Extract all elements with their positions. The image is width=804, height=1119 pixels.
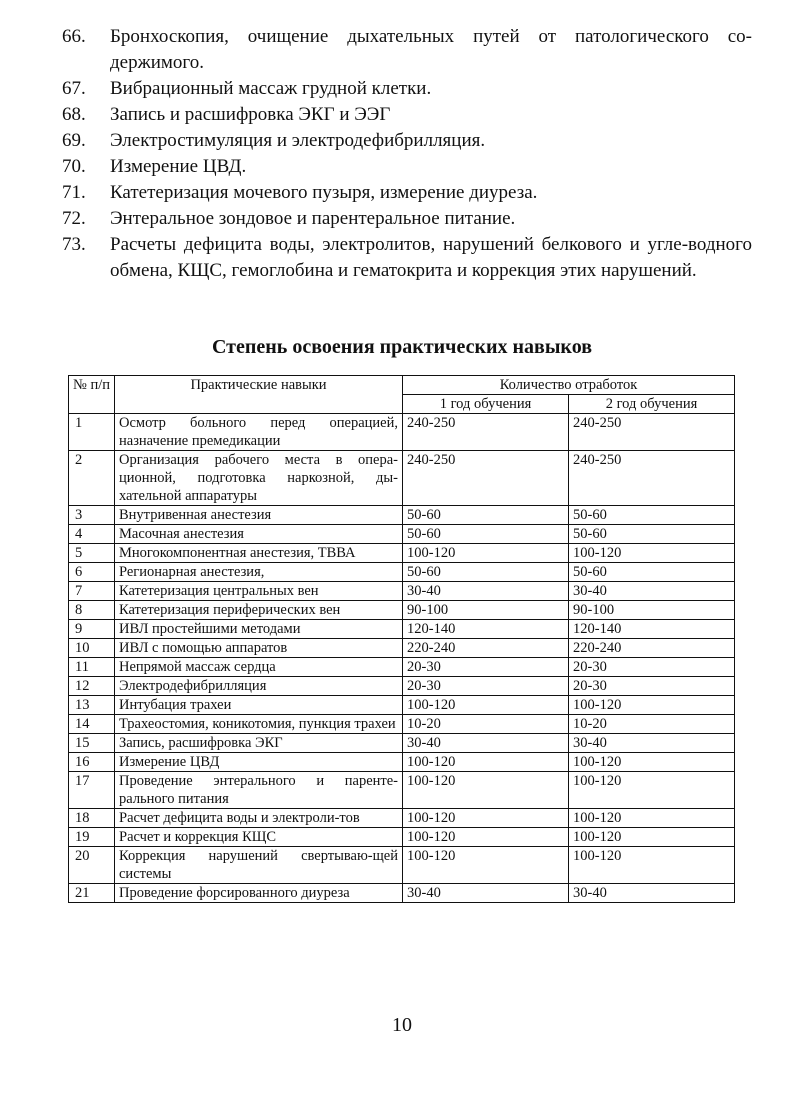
table-row	[69, 563, 735, 582]
row-year-2: 30-40	[569, 734, 735, 753]
row-number: 3	[69, 506, 115, 525]
list-item	[62, 232, 752, 284]
row-number: 12	[69, 677, 115, 696]
list-item	[62, 76, 752, 102]
row-number: 16	[69, 753, 115, 772]
list-item-number: 67.	[62, 78, 86, 99]
row-skill: Масочная анестезия	[115, 525, 403, 544]
list-item-text: Катетеризация мочевого пузыря, измерение диуреза.	[110, 182, 538, 203]
table-row	[69, 658, 735, 677]
row-skill: Измерение ЦВД	[115, 753, 403, 772]
table-row	[69, 847, 735, 884]
row-number: 4	[69, 525, 115, 544]
row-year-1: 20-30	[403, 677, 569, 696]
table-row	[69, 639, 735, 658]
row-number: 20	[69, 847, 115, 884]
row-year-2: 100-120	[569, 809, 735, 828]
row-year-2: 100-120	[569, 753, 735, 772]
list-item	[62, 128, 752, 154]
row-year-1: 50-60	[403, 525, 569, 544]
row-year-2: 100-120	[569, 828, 735, 847]
header-year-1: 1 год обучения	[403, 395, 569, 414]
row-number: 14	[69, 715, 115, 734]
list-item	[62, 102, 752, 128]
row-year-1: 220-240	[403, 639, 569, 658]
header-count: Количество отработок	[403, 376, 735, 395]
row-skill: Коррекция нарушений свертываю-щей системы	[115, 847, 403, 884]
row-skill: Электродефибрилляция	[115, 677, 403, 696]
row-year-1: 100-120	[403, 847, 569, 884]
row-number: 11	[69, 658, 115, 677]
row-year-1: 100-120	[403, 828, 569, 847]
list-item-text: Измерение ЦВД.	[110, 156, 247, 177]
list-item-number: 73.	[62, 234, 86, 255]
table-row	[69, 884, 735, 903]
row-year-2: 100-120	[569, 696, 735, 715]
row-year-1: 30-40	[403, 884, 569, 903]
row-year-2: 100-120	[569, 772, 735, 809]
row-year-1: 100-120	[403, 696, 569, 715]
row-number: 10	[69, 639, 115, 658]
list-item	[62, 206, 752, 232]
row-year-1: 100-120	[403, 772, 569, 809]
header-year-2: 2 год обучения	[569, 395, 735, 414]
row-skill: Организация рабочего места в опера-ционной, подготовка наркозной, ды-хательной аппаратуры	[115, 451, 403, 506]
row-year-2: 50-60	[569, 525, 735, 544]
table-row	[69, 753, 735, 772]
row-year-2: 30-40	[569, 884, 735, 903]
table-row	[69, 734, 735, 753]
row-year-1: 120-140	[403, 620, 569, 639]
row-year-2: 100-120	[569, 847, 735, 884]
row-year-2: 20-30	[569, 658, 735, 677]
header-skill: Практические навыки	[115, 376, 403, 414]
row-number: 5	[69, 544, 115, 563]
row-year-2: 220-240	[569, 639, 735, 658]
row-skill: Запись, расшифровка ЭКГ	[115, 734, 403, 753]
row-year-1: 100-120	[403, 544, 569, 563]
list-item-text: Запись и расшифровка ЭКГ и ЭЭГ	[110, 104, 391, 125]
row-year-2: 100-120	[569, 544, 735, 563]
row-year-1: 30-40	[403, 734, 569, 753]
list-item-text: Бронхоскопия, очищение дыхательных путей от патологического со-держимого.	[110, 26, 752, 73]
row-skill: Многокомпонентная анестезия, ТВВА	[115, 544, 403, 563]
skills-table	[68, 375, 735, 903]
row-number: 7	[69, 582, 115, 601]
row-year-2: 10-20	[569, 715, 735, 734]
table-row	[69, 582, 735, 601]
table-header-row	[69, 376, 735, 395]
row-skill: Расчет дефицита воды и электроли-тов	[115, 809, 403, 828]
table-row	[69, 696, 735, 715]
header-number: № п/п	[69, 376, 115, 414]
list-item-number: 68.	[62, 104, 86, 125]
row-year-2: 120-140	[569, 620, 735, 639]
list-item	[62, 24, 752, 76]
row-year-2: 50-60	[569, 506, 735, 525]
page-number: 10	[392, 1014, 412, 1036]
row-year-1: 240-250	[403, 451, 569, 506]
row-number: 1	[69, 414, 115, 451]
table-row	[69, 451, 735, 506]
row-number: 19	[69, 828, 115, 847]
row-year-1: 50-60	[403, 506, 569, 525]
row-skill: Осмотр больного перед операцией, назначение премедикации	[115, 414, 403, 451]
list-item-number: 70.	[62, 156, 86, 177]
list-item-number: 72.	[62, 208, 86, 229]
row-skill: Внутривенная анестезия	[115, 506, 403, 525]
table-row	[69, 620, 735, 639]
row-number: 13	[69, 696, 115, 715]
list-item	[62, 154, 752, 180]
row-number: 2	[69, 451, 115, 506]
table-row	[69, 809, 735, 828]
row-year-1: 240-250	[403, 414, 569, 451]
row-number: 15	[69, 734, 115, 753]
table-row	[69, 772, 735, 809]
row-year-1: 100-120	[403, 753, 569, 772]
row-skill: ИВЛ с помощью аппаратов	[115, 639, 403, 658]
section-title: Степень освоения практических навыков	[211, 336, 592, 358]
row-number: 9	[69, 620, 115, 639]
row-number: 6	[69, 563, 115, 582]
row-skill: Катетеризация центральных вен	[115, 582, 403, 601]
row-year-2: 50-60	[569, 563, 735, 582]
row-year-2: 240-250	[569, 414, 735, 451]
list-item-number: 71.	[62, 182, 86, 203]
row-skill: Интубация трахеи	[115, 696, 403, 715]
list-item-text: Расчеты дефицита воды, электролитов, нарушений белкового и угле-водного обмена, КЩС, гемоглобина и гематокрита и коррекция этих нарушений.	[110, 234, 752, 281]
table-row	[69, 525, 735, 544]
row-year-1: 90-100	[403, 601, 569, 620]
row-year-2: 30-40	[569, 582, 735, 601]
list-item-text: Электростимуляция и электродефибрилляция.	[110, 130, 486, 151]
row-year-2: 90-100	[569, 601, 735, 620]
row-year-1: 30-40	[403, 582, 569, 601]
row-skill: Трахеостомия, коникотомия, пункция трахеи	[115, 715, 403, 734]
row-number: 17	[69, 772, 115, 809]
row-year-2: 20-30	[569, 677, 735, 696]
list-item-text: Вибрационный массаж грудной клетки.	[110, 78, 432, 99]
table-row	[69, 601, 735, 620]
row-skill: Катетеризация периферических вен	[115, 601, 403, 620]
row-year-1: 50-60	[403, 563, 569, 582]
list-item	[62, 180, 752, 206]
numbered-list	[62, 24, 752, 284]
row-skill: Проведение энтерального и паренте-рального питания	[115, 772, 403, 809]
table-row	[69, 677, 735, 696]
row-year-2: 240-250	[569, 451, 735, 506]
row-number: 21	[69, 884, 115, 903]
row-year-1: 20-30	[403, 658, 569, 677]
list-item-number: 66.	[62, 26, 86, 47]
row-number: 18	[69, 809, 115, 828]
table-row	[69, 715, 735, 734]
table-row	[69, 828, 735, 847]
row-skill: Непрямой массаж сердца	[115, 658, 403, 677]
row-skill: ИВЛ простейшими методами	[115, 620, 403, 639]
row-year-1: 100-120	[403, 809, 569, 828]
list-item-number: 69.	[62, 130, 86, 151]
row-skill: Регионарная анестезия,	[115, 563, 403, 582]
row-skill: Расчет и коррекция КЩС	[115, 828, 403, 847]
row-number: 8	[69, 601, 115, 620]
row-year-1: 10-20	[403, 715, 569, 734]
table-row	[69, 414, 735, 451]
table-row	[69, 544, 735, 563]
table-row	[69, 506, 735, 525]
list-item-text: Энтеральное зондовое и парентеральное питание.	[110, 208, 516, 229]
row-skill: Проведение форсированного диуреза	[115, 884, 403, 903]
